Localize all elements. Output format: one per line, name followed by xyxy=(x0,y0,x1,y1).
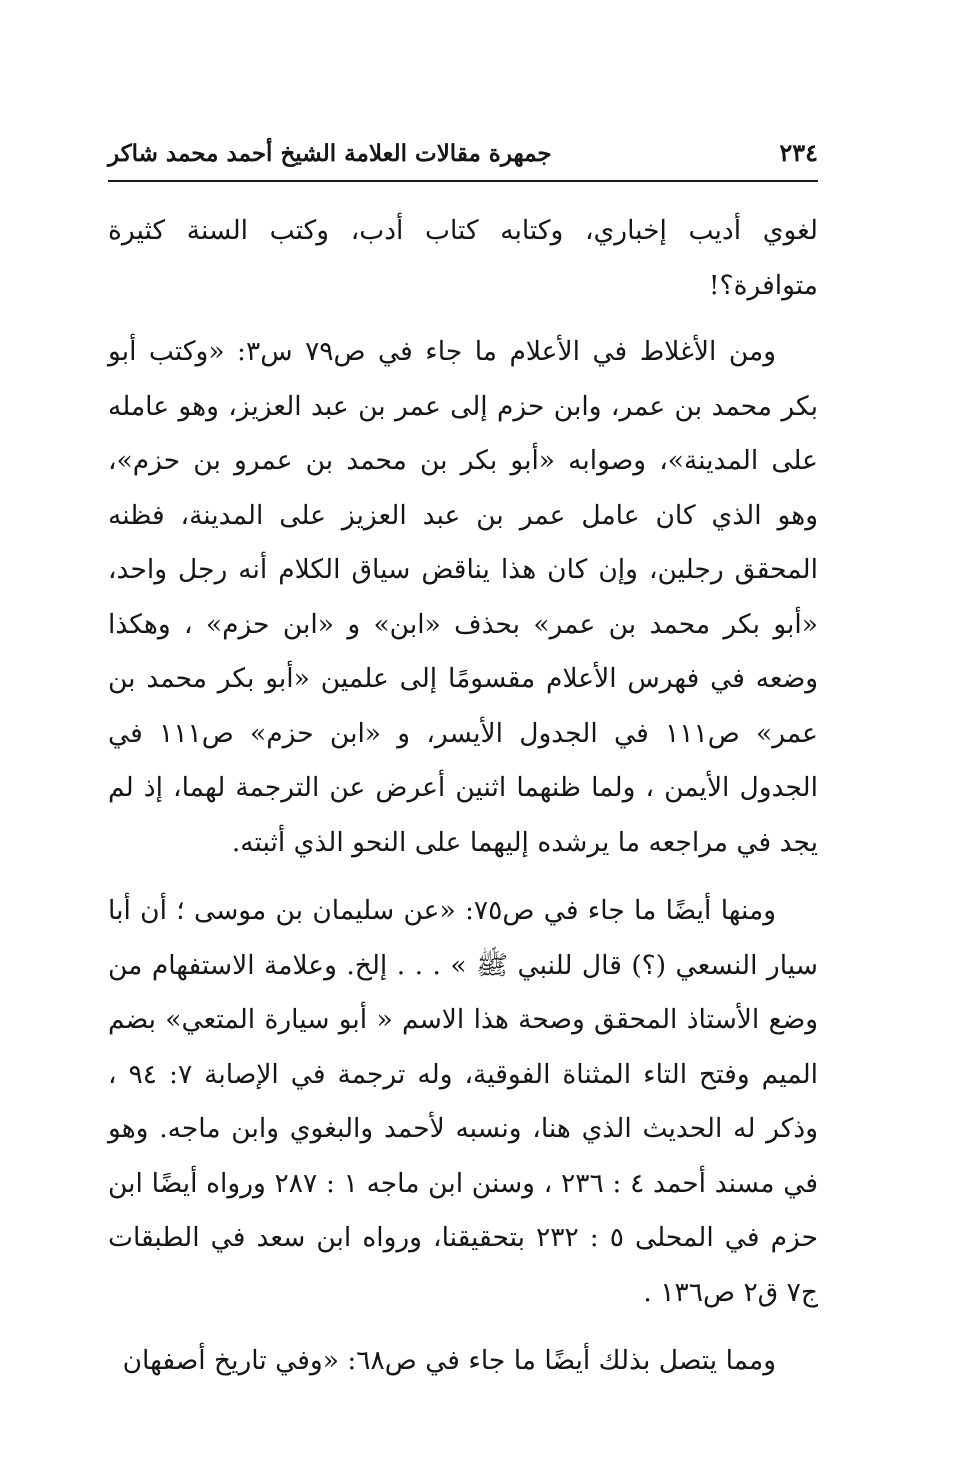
book-page xyxy=(108,138,818,1403)
paragraph-continuation: لغوي أديب إخباري، وكتابه كتاب أدب، وكتب السنة كثيرة متوافرة؟! xyxy=(108,215,818,301)
paragraph-abu-sayyara: ومنها أيضًا ما جاء في ص٧٥: «عن سليمان بن موسى ؛ أن أبا سيار النسعي (؟) قال للنبي ﷺ » . . . إلخ. وعلامة الاستفهام من وضع الأستاذ المحقق وصحة هذا الاسم « أبو سيارة المتعي» بضم الميم وفتح التاء المثناة الفوقية، وله ترجمة في الإصابة ٧: ٩٤ ، وذكر له الحديث الذي هنا، ونسبه لأحمد والبغوي وابن ماجه. وهو في مسند أحمد ٤ : ٢٣٦ ، وسنن ابن ماجه ١ : ٢٨٧ ورواه أيضًا ابن حزم في المحلى ٥ : ٢٣٢ بتحقيقنا، ورواه ابن سعد في الطبقات ج٧ ق٢ ص١٣٦ . xyxy=(108,895,818,1308)
paragraph-isfahan: ومما يتصل بذلك أيضًا ما جاء في ص٦٨: «وفي تاريخ أصفهان xyxy=(122,1345,776,1376)
page-number: ٢٣٤ xyxy=(779,138,818,167)
body-text xyxy=(108,204,818,1389)
running-title: جمهرة مقالات العلامة الشيخ أحمد محمد شاكر xyxy=(108,140,552,167)
running-header xyxy=(108,138,818,182)
paragraph-errors-in-names: ومن الأغلاط في الأعلام ما جاء في ص٧٩ س٣: «وكتب أبو بكر محمد بن عمر، وابن حزم إلى عمر بن عبد العزيز، وهو عامله على المدينة»، وصوابه «أبو بكر بن محمد بن عمرو بن حزم»، وهو الذي كان عامل عمر بن عبد العزيز على المدينة، فظنه المحقق رجلين، وإن كان هذا يناقض سياق الكلام أنه رجل واحد، «أبو بكر محمد بن عمر» بحذف «ابن» و «ابن حزم» ، وهكذا وضعه في فهرس الأعلام مقسومًا إلى علمين «أبو بكر محمد بن عمر» ص١١١ في الجدول الأيسر، و «ابن حزم» ص١١١ في الجدول الأيمن ، ولما ظنهما اثنين أعرض عن الترجمة لهما، إذ لم يجد في مراجعه ما يرشده إليهما على النحو الذي أثبته. xyxy=(108,336,818,858)
